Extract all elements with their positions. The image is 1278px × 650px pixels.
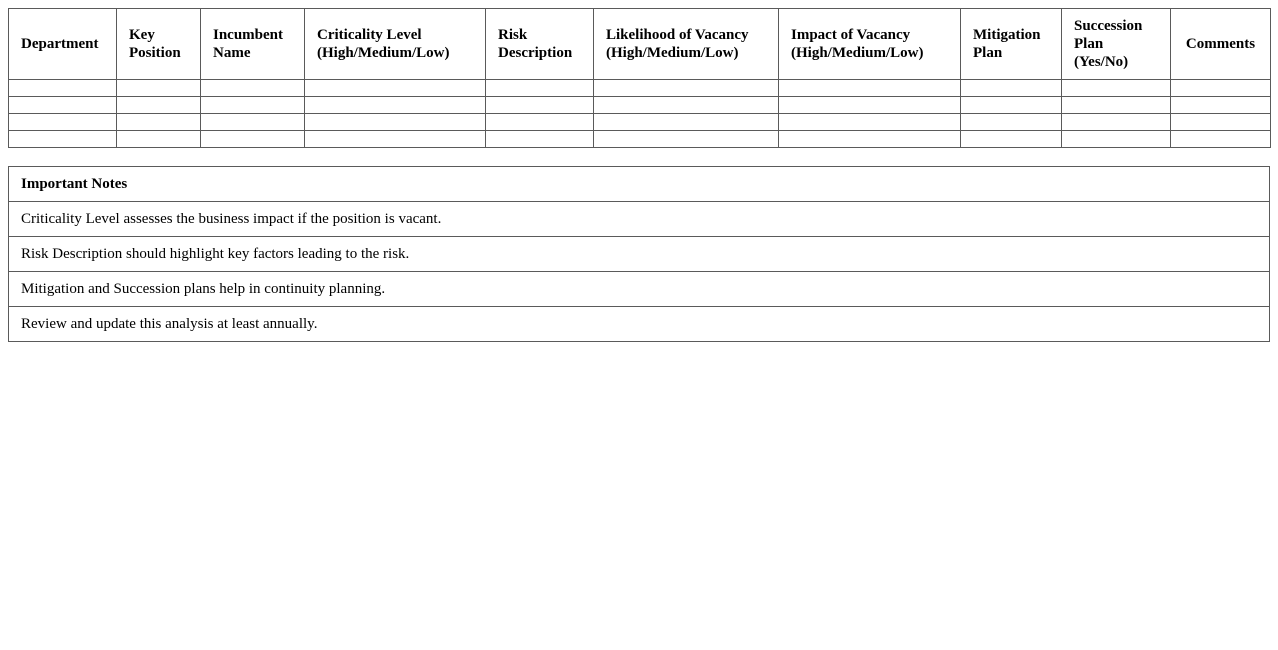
note-item: Criticality Level assesses the business impact if the position is vacant. xyxy=(9,202,1270,237)
table-cell[interactable] xyxy=(961,114,1062,131)
table-cell[interactable] xyxy=(117,80,201,97)
notes-row xyxy=(9,272,1270,307)
table-cell[interactable] xyxy=(961,97,1062,114)
header-likelihood-of-vacancy: Likelihood of Vacancy (High/Medium/Low) xyxy=(594,9,779,80)
table-cell[interactable] xyxy=(779,80,961,97)
important-notes-table xyxy=(8,166,1270,342)
table-cell[interactable] xyxy=(1171,97,1271,114)
key-position-risk-table xyxy=(8,8,1271,148)
table-cell[interactable] xyxy=(1062,80,1171,97)
table-cell[interactable] xyxy=(961,80,1062,97)
table-cell[interactable] xyxy=(9,131,117,148)
table-row xyxy=(9,131,1271,148)
table-row xyxy=(9,97,1271,114)
table-cell[interactable] xyxy=(486,97,594,114)
table-cell[interactable] xyxy=(779,131,961,148)
table-header-row xyxy=(9,9,1271,80)
table-cell[interactable] xyxy=(779,97,961,114)
table-cell[interactable] xyxy=(594,97,779,114)
table-cell[interactable] xyxy=(486,114,594,131)
header-risk-description: Risk Description xyxy=(486,9,594,80)
notes-row xyxy=(9,202,1270,237)
table-cell[interactable] xyxy=(1171,131,1271,148)
table-cell[interactable] xyxy=(305,131,486,148)
table-cell[interactable] xyxy=(201,114,305,131)
table-cell[interactable] xyxy=(201,97,305,114)
table-cell[interactable] xyxy=(9,80,117,97)
header-mitigation-plan: Mitigation Plan xyxy=(961,9,1062,80)
note-item: Risk Description should highlight key factors leading to the risk. xyxy=(9,237,1270,272)
header-key-position: Key Position xyxy=(117,9,201,80)
table-cell[interactable] xyxy=(486,131,594,148)
table-cell[interactable] xyxy=(779,114,961,131)
notes-title: Important Notes xyxy=(9,167,1270,202)
table-cell[interactable] xyxy=(594,80,779,97)
table-cell[interactable] xyxy=(305,114,486,131)
table-cell[interactable] xyxy=(117,114,201,131)
table-row xyxy=(9,80,1271,97)
table-row xyxy=(9,114,1271,131)
table-cell[interactable] xyxy=(9,114,117,131)
table-cell[interactable] xyxy=(1171,80,1271,97)
header-department: Department xyxy=(9,9,117,80)
table-cell[interactable] xyxy=(117,97,201,114)
table-cell[interactable] xyxy=(486,80,594,97)
table-cell[interactable] xyxy=(117,131,201,148)
note-item: Review and update this analysis at least annually. xyxy=(9,307,1270,342)
table-cell[interactable] xyxy=(1062,114,1171,131)
notes-row xyxy=(9,237,1270,272)
table-cell[interactable] xyxy=(9,97,117,114)
table-cell[interactable] xyxy=(1062,131,1171,148)
header-incumbent-name: Incumbent Name xyxy=(201,9,305,80)
header-succession-plan: Succession Plan (Yes/No) xyxy=(1062,9,1171,80)
header-criticality-level: Criticality Level (High/Medium/Low) xyxy=(305,9,486,80)
table-body xyxy=(9,80,1271,148)
table-cell[interactable] xyxy=(1171,114,1271,131)
table-cell[interactable] xyxy=(1062,97,1171,114)
table-cell[interactable] xyxy=(594,131,779,148)
header-comments: Comments xyxy=(1171,9,1271,80)
header-impact-of-vacancy: Impact of Vacancy (High/Medium/Low) xyxy=(779,9,961,80)
table-cell[interactable] xyxy=(961,131,1062,148)
table-cell[interactable] xyxy=(201,131,305,148)
notes-title-row xyxy=(9,167,1270,202)
table-cell[interactable] xyxy=(594,114,779,131)
table-cell[interactable] xyxy=(305,80,486,97)
notes-row xyxy=(9,307,1270,342)
table-cell[interactable] xyxy=(305,97,486,114)
note-item: Mitigation and Succession plans help in continuity planning. xyxy=(9,272,1270,307)
table-cell[interactable] xyxy=(201,80,305,97)
